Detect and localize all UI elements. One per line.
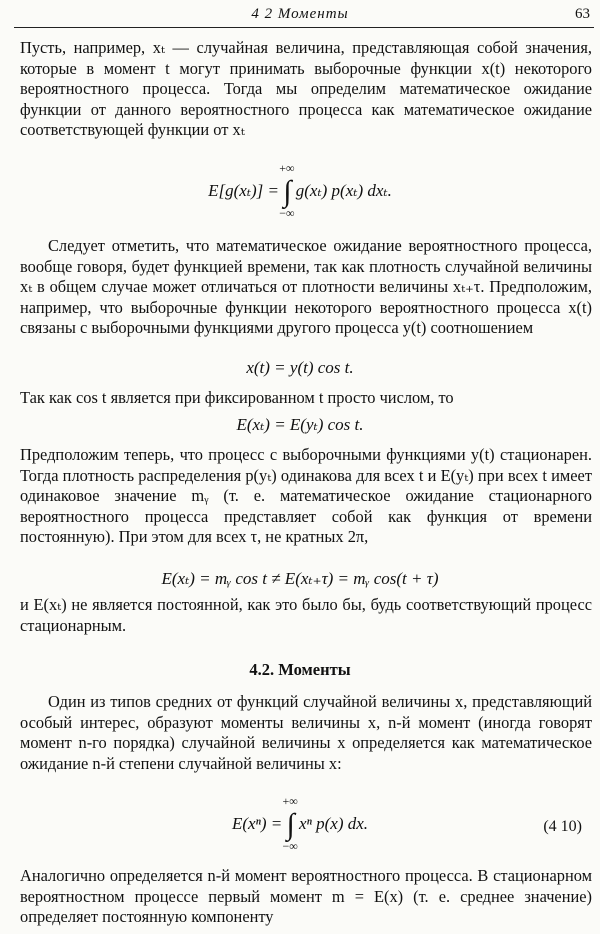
integral-sign: ∫ +∞ −∞ <box>287 808 295 841</box>
paragraph-6: Один из типов средних от функций случайной величины x, представляющий особый интерес, образуют моменты величины x, n-й момент (иногда говорят момент n-го порядка) случайной величины x определяется как математическое ожидание n-й степени случайной величины x: <box>20 692 592 773</box>
integral-lower-limit: −∞ <box>279 206 295 221</box>
formula-moment-integrand: xⁿ p(x) dx. <box>294 814 369 833</box>
paragraph-1: Пусть, например, xₜ — случайная величина, представляющая собой значения, которые в момент t могут принимать выборочные функции x(t) некоторого вероятностного процесса. Тогда мы определим математическое ожидание функции от данного вероятностного процесса как математическое ожидание соответствующей функции от xₜ <box>20 38 592 140</box>
paragraph-3: Так как cos t является при фиксированном t просто числом, то <box>20 388 454 407</box>
formula-moment-lhs: E(xⁿ) = <box>231 814 287 833</box>
page-number: 63 <box>575 6 590 22</box>
equation-number: (4 10) <box>543 818 582 835</box>
integral-lower-limit: −∞ <box>282 839 298 854</box>
integral-upper-limit: +∞ <box>279 161 295 176</box>
formula-expectation-lhs: E[g(xₜ)] = <box>208 181 284 200</box>
running-title: 4 2 Моменты <box>251 6 349 22</box>
paragraph-4: Предположим теперь, что процесс с выборочными функциями y(t) стационарен. Тогда плотность распределения p(yₜ) одинакова для всех t и E(yₜ) при всех t имеет одинаковое значение mᵧ (т. е. математическое ожидание стационарного вероятностного процесса представляет собой как функция от времени постоянную). При этом для всех τ, не кратных 2π, <box>20 445 592 547</box>
formula-mean: E(xₜ) = E(yₜ) cos t. <box>236 415 364 434</box>
header-rule <box>14 27 594 28</box>
integral-sign: ∫ +∞ −∞ <box>283 175 291 208</box>
running-head <box>0 0 600 30</box>
formula-relation: x(t) = y(t) cos t. <box>246 358 354 377</box>
paragraph-5: и E(xₜ) не является постоянной, как это было бы, будь соответствующий процесс стационарным. <box>20 595 592 635</box>
formula-moment <box>0 794 600 854</box>
integral-upper-limit: +∞ <box>282 794 298 809</box>
formula-expectation <box>0 161 600 221</box>
formula-nonstationary: E(xₜ) = mᵧ cos t ≠ E(xₜ₊τ) = mᵧ cos(t + τ) <box>161 569 439 588</box>
section-heading: 4.2. Моменты <box>249 660 351 679</box>
formula-expectation-integrand: g(xₜ) p(xₜ) dxₜ. <box>291 181 392 200</box>
paragraph-7: Аналогично определяется n-й момент вероятностного процесса. В стационарном вероятностном процессе первый момент m = E(x) (т. е. среднее значение) определяет постоянную компоненту <box>20 866 592 927</box>
paragraph-2: Следует отметить, что математическое ожидание вероятностного процесса, вообще говоря, будет функцией времени, так как плотность случайной величины xₜ в общем случае может отличаться от плотности величины xₜ₊τ. Предположим, например, что выборочные функции некоторого вероятностного процесса x(t) связаны с выборочными функциями другого процесса y(t) соотношением <box>20 236 592 338</box>
